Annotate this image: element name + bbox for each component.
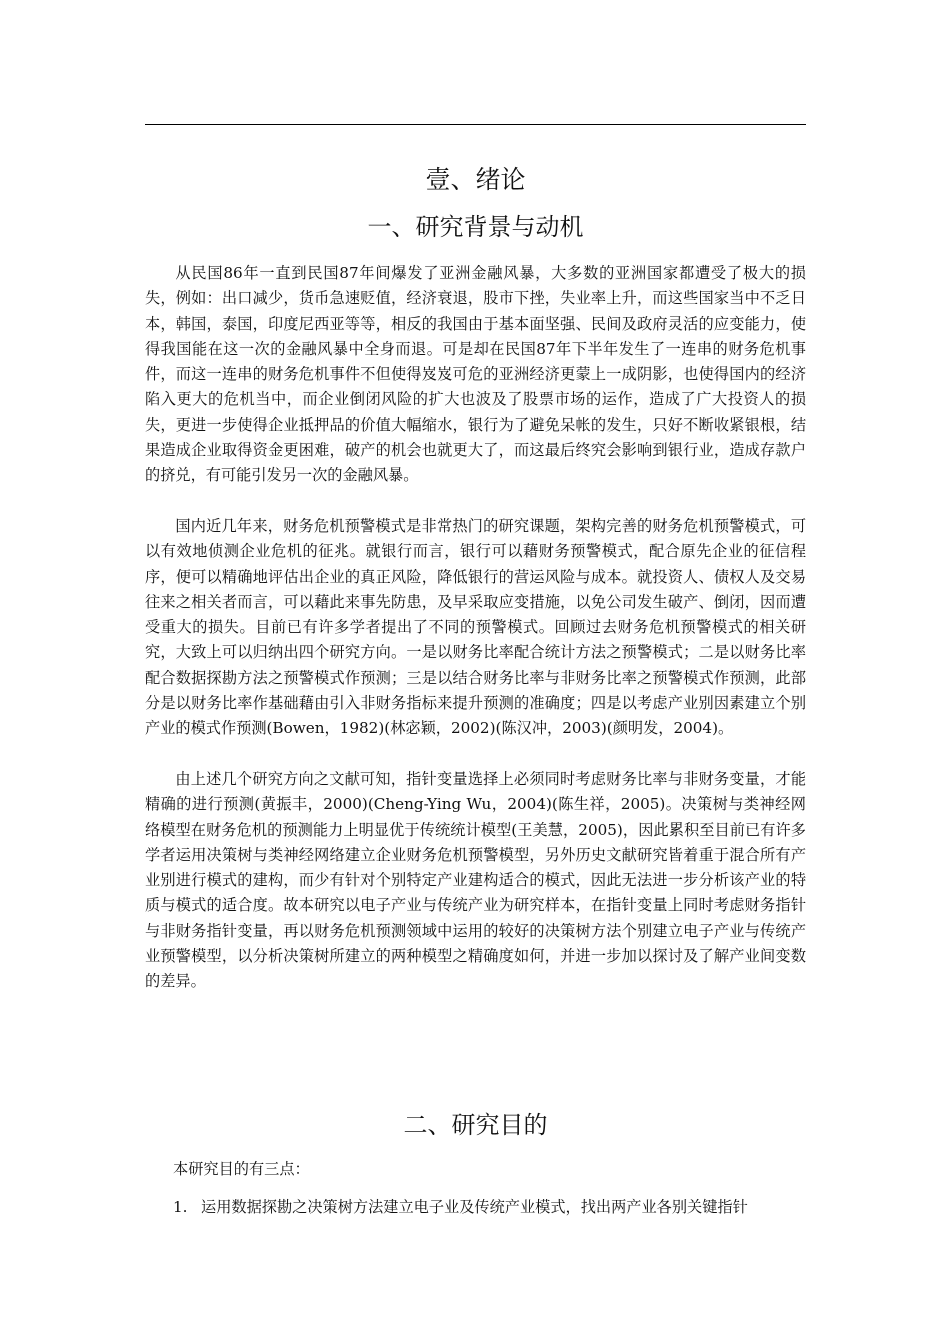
header-rule: [145, 124, 806, 125]
list-item-text: 运用数据探勘之决策树方法建立电子业及传统产业模式，找出两产业各别关键指针: [201, 1198, 748, 1216]
list-item-number: 1.: [173, 1198, 188, 1216]
list-item: [173, 1195, 813, 1220]
paragraph-3: 由上述几个研究方向之文献可知，指针变量选择上必须同时考虑财务比率与非财务变量，才能精确的进行预测(黄振丰，2000)(Cheng-Ying Wu，2004)(陈生祥，2005)。决策树与类神经网络模型在财务危机的预测能力上明显优于传统统计模型(王美慧，2005)，因此累积至目前已有许多学者运用决策树与类神经网络建立企业财务危机预警模型，另外历史文献研究皆着重于混合所有产业别进行模式的建构，而少有针对个别特定产业建构适合的模式，因此无法进一步分析该产业的特质与模式的适合度。故本研究以电子产业与传统产业为研究样本，在指针变量上同时考虑财务指针与非财务指针变量，再以财务危机预测领域中运用的较好的决策树方法个别建立电子产业与传统产业预警模型，以分析决策树所建立的两种模型之精确度如何，并进一步加以探讨及了解产业间变数的差异。: [145, 770, 806, 991]
paragraph-1: 从民国86年一直到民国87年间爆发了亚洲金融风暴，大多数的亚洲国家都遭受了极大的损失，例如：出口减少，货币急速贬值，经济衰退，股市下挫，失业率上升，而这些国家当中不乏日本，韩国，泰国，印度尼西亚等等，相反的我国由于基本面坚强、民间及政府灵活的应变能力，使得我国能在这一次的金融风暴中全身而退。可是却在民国87年下半年发生了一连串的财务危机事件，而这一连串的财务危机事件不但使得岌岌可危的亚洲经济更蒙上一成阴影，也使得国内的经济陷入更大的危机当中，而企业倒闭风险的扩大也波及了股票市场的运作，造成了广大投资人的损失，更进一步使得企业抵押品的价值大幅缩水，银行为了避免呆帐的发生，只好不断收紧银根，结果造成企业取得资金更困难，破产的机会也就更大了，而这最后终究会影响到银行业，造成存款户的挤兑，有可能引发另一次的金融风暴。: [145, 264, 806, 485]
chapter-heading: 壹、绪论: [425, 165, 526, 194]
section-title-purpose: 二、研究目的: [403, 1111, 548, 1139]
paragraph-2: 国内近几年来，财务危机预警模式是非常热门的研究课题，架构完善的财务危机预警模式，可以有效地侦测企业危机的征兆。就银行而言，银行可以藉财务预警模式，配合原先企业的征信程序，便可以精确地评估出企业的真正风险，降低银行的营运风险与成本。就投资人、债权人及交易往来之相关者而言，可以藉此来事先防患，及早采取应变措施，以免公司发生破产、倒闭，因而遭受重大的损失。目前已有许多学者提出了不同的预警模式。回顾过去财务危机预警模式的相关研究，大致上可以归纳出四个研究方向。一是以财务比率配合统计方法之预警模式；二是以财务比率配合数据探勘方法之预警模式作预测；三是以结合财务比率与非财务比率之预警模式作预测，此部分是以财务比率作基础藉由引入非财务指标来提升预测的准确度；四是以考虑产业别因素建立个别产业的模式作预测(Bowen，1982)(林宓颖，2002)(陈汉冲，2003)(颜明发，2004)。: [145, 517, 806, 738]
section-title-background: 一、研究背景与动机: [367, 213, 584, 241]
purpose-intro: 本研究目的有三点：: [173, 1160, 310, 1178]
